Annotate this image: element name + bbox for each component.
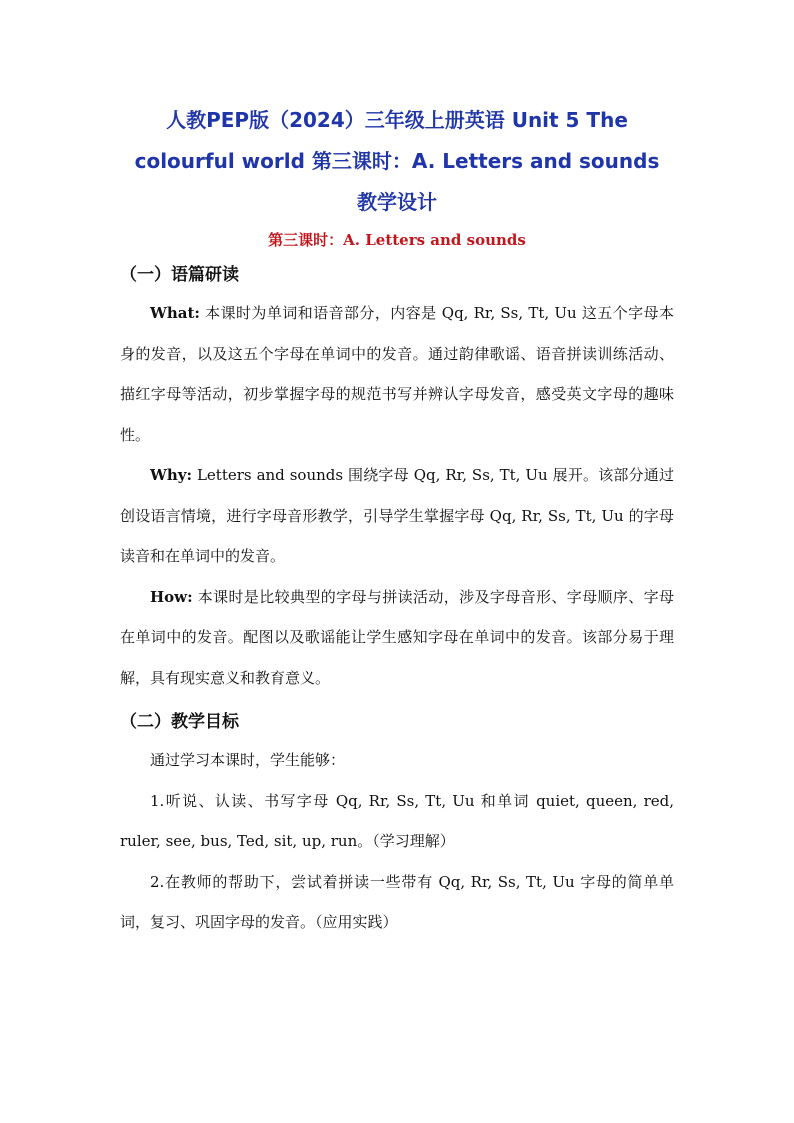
section-heading: （二）教学目标: [120, 712, 239, 732]
paragraph-why: [120, 455, 674, 577]
paragraph-lead: Why:: [150, 466, 193, 484]
paragraph-lead: How:: [150, 587, 193, 606]
paragraph-text: Letters and sounds 围绕字母 Qq, Rr, Ss, Tt, Uu 展开。该部分通过创设语言情境，进行字母音形教学，引导学生掌握字母 Qq, Rr, Ss, Tt, Uu 的字母读音和在单词中的发音。: [120, 466, 674, 565]
paragraph-text: 2.在教师的帮助下，尝试着拼读一些带有 Qq, Rr, Ss, Tt, Uu 字母的简单单词，复习、巩固字母的发音。（应用实践）: [120, 872, 674, 931]
paragraph-how: [120, 577, 674, 699]
lesson-subtitle: 第三课时：A. Letters and sounds: [268, 231, 526, 249]
paragraph-text: 本课时是比较典型的字母与拼读活动，涉及字母音形、字母顺序、字母在单词中的发音。配图以及歌谣能让学生感知字母在单词中的发音。该部分易于理解，具有现实意义和教育意义。: [120, 587, 674, 687]
document-title: 人教PEP版（2024）三年级上册英语 Unit 5 The colourful world 第三课时：A. Letters and sounds 教学设计: [134, 108, 660, 214]
section-teaching-objectives: [120, 710, 674, 943]
objective-item-2: [120, 862, 674, 943]
paragraph-what: [120, 293, 674, 455]
paragraph-text: 通过学习本课时，学生能够：: [150, 751, 346, 769]
paragraph-text: 本课时为单词和语音部分，内容是 Qq, Rr, Ss, Tt, Uu 这五个字母本身的发音，以及这五个字母在单词中的发音。通过韵律歌谣、语音拼读训练活动、描红字母等活动，初步掌握字母的规范书写并辨认字母发音，感受英文字母的趣味性。: [120, 304, 674, 444]
paragraph-lead: What:: [150, 304, 200, 322]
section-heading: （一）语篇研读: [120, 265, 239, 285]
paragraph-text: 1.听说、认读、书写字母 Qq, Rr, Ss, Tt, Uu 和单词 quiet, queen, red, ruler, see, bus, Ted, sit, up, run。（学习理解）: [120, 791, 674, 850]
paragraph-intro: [120, 740, 674, 781]
objective-item-1: [120, 781, 674, 862]
section-text-analysis: [120, 263, 674, 698]
